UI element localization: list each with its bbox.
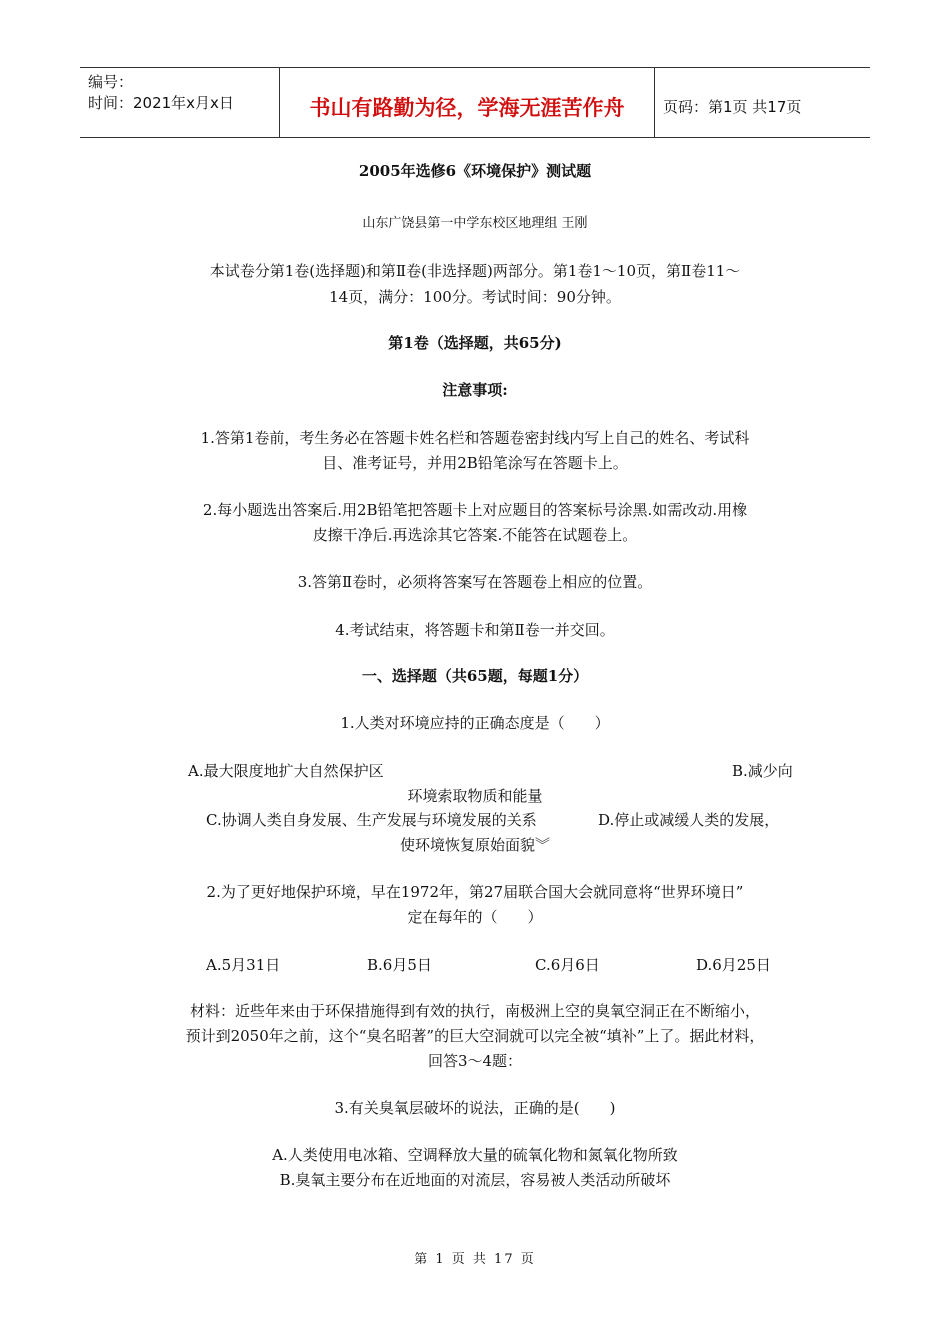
q1-option-c: C.协调人类自身发展、生产发展与环境发展的关系 xyxy=(206,811,537,829)
q1-option-a: A.最大限度地扩大自然保护区 xyxy=(188,762,384,780)
q2-stem-line-1: 2.为了更好地保护环境，早在1972年，第27届联合国大会就同意将“世界环境日” xyxy=(206,883,744,901)
notes-title: 注意事项: xyxy=(442,381,508,399)
number-label: 编号： xyxy=(88,73,134,91)
q1-stem: 1.人类对环境应持的正确态度是（ ） xyxy=(340,714,610,732)
material-line-1: 材料：近些年来由于环保措施得到有效的执行，南极洲上空的臭氧空洞正在不断缩小， xyxy=(189,1002,760,1020)
q1-option-b-part-2: 环境索取物质和能量 xyxy=(407,787,543,805)
q3-option-b: B.臭氧主要分布在近地面的对流层，容易被人类活动所破坏 xyxy=(279,1171,671,1189)
q3-stem: 3.有关臭氧层破坏的说法，正确的是( ) xyxy=(334,1099,616,1117)
note-4: 4.考试结束，将答题卡和第Ⅱ卷一并交回。 xyxy=(335,621,615,639)
time-label: 时间：2021年x月x日 xyxy=(88,94,234,112)
note-1-line-1: 1.答第1卷前，考生务必在答题卡姓名栏和答题卷密封线内写上自己的姓名、考试科 xyxy=(200,429,750,447)
q1-option-d-part-1: D.停止或减缓人类的发展， xyxy=(598,811,780,829)
q2-stem-line-2: 定在每年的（ ） xyxy=(407,908,543,926)
note-1-line-2: 目、准考证号，并用2B铅笔涂写在答题卡上。 xyxy=(322,454,628,472)
note-3: 3.答第Ⅱ卷时，必须将答案写在答题卷上相应的位置。 xyxy=(297,573,653,591)
header-table xyxy=(80,67,870,138)
doc-author: 山东广饶县第一中学东校区地理组 王刚 xyxy=(362,216,588,231)
note-2-line-1: 2.每小题选出答案后.用2B铅笔把答题卡上对应题目的答案标号涂黑.如需改动.用橡 xyxy=(202,501,748,519)
part1-title: 第1卷（选择题，共65分) xyxy=(388,334,562,352)
q2-option-a: A.5月31日 xyxy=(206,956,281,974)
q1-option-b-part-1: B.减少向 xyxy=(732,762,793,780)
material-line-3: 回答3～4题： xyxy=(427,1052,523,1070)
intro-line-1: 本试卷分第1卷(选择题)和第Ⅱ卷(非选择题)两部分。第1卷1～10页，第Ⅱ卷11～ xyxy=(209,262,741,280)
header-meta xyxy=(80,68,280,137)
material-line-2: 预计到2050年之前，这个“臭名昭著”的巨大空洞就可以完全被“填补”上了。据此材料， xyxy=(185,1027,765,1045)
header-motto: 书山有路勤为径，学海无涯苦作舟 xyxy=(280,68,655,137)
q1-option-d-part-2: 使环境恢复原始面貌︾ xyxy=(399,836,550,854)
header-page-info: 页码：第1页 共17页 xyxy=(663,98,802,116)
q2-option-c: C.6月6日 xyxy=(535,956,600,974)
doc-title: 2005年选修6《环境保护》测试题 xyxy=(358,162,592,180)
q2-option-b: B.6月5日 xyxy=(367,956,432,974)
q3-option-a: A.人类使用电冰箱、空调释放大量的硫氧化物和氮氧化物所致 xyxy=(272,1146,678,1164)
page-footer: 第 1 页 共 17 页 xyxy=(414,1252,536,1267)
section-1-title: 一、选择题（共65题，每题1分） xyxy=(361,667,589,685)
note-2-line-2: 皮擦干净后.再选涂其它答案.不能答在试题卷上。 xyxy=(312,526,638,544)
q2-option-d: D.6月25日 xyxy=(696,956,771,974)
intro-line-2: 14页，满分：100分。考试时间：90分钟。 xyxy=(329,288,621,306)
